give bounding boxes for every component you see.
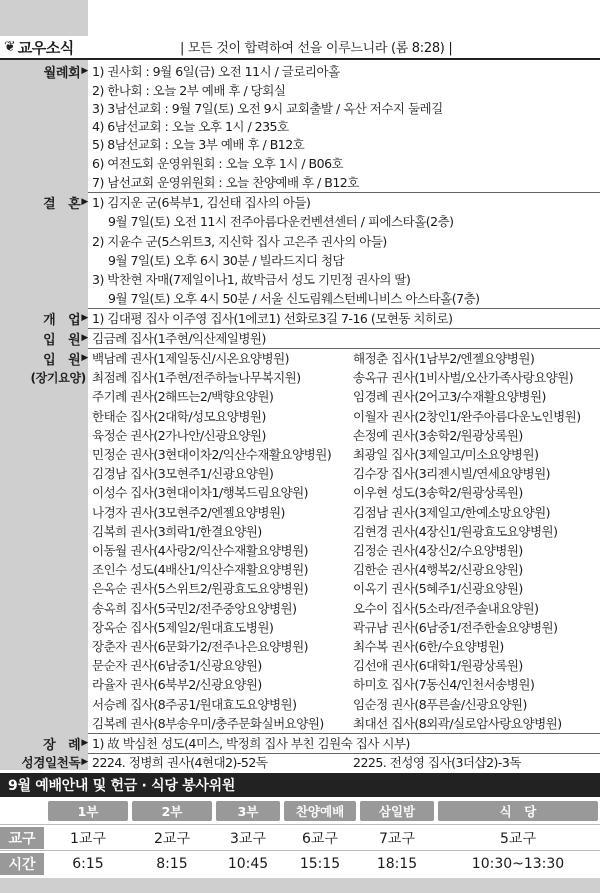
list-item: 김복희 권사(3희락1/한결요양원)	[92, 523, 262, 539]
label-text: 입 원	[43, 332, 81, 348]
table-cell: 3교구	[230, 831, 266, 847]
table-line	[0, 850, 600, 851]
arrow-right-icon: ▶	[81, 738, 88, 748]
list-item: 1) 김지운 군(6북부1, 김선태 집사의 아들)	[92, 195, 311, 210]
list-item: 백남례 권사(1제일동신/시온요양병원)	[92, 351, 290, 366]
table-header: 삼일밤	[360, 801, 434, 821]
label-text: 성경일천독	[21, 755, 81, 770]
table-cell: 10:30~13:30	[471, 856, 565, 872]
list-item: 해정춘 집사(1남부2/엔젤요양병원)	[353, 351, 535, 366]
bible-verse: | 모든 것이 합력하여 선을 이루느니라 (롬 8:28) |	[180, 41, 453, 56]
list-item: 주기례 권사(2해뜨는2/백향요양원)	[92, 389, 274, 405]
arrow-right-icon: ▶	[81, 757, 88, 767]
label-hospitalized	[0, 329, 88, 347]
list-item: 장옥순 집사(5제일2/원대효도병원)	[92, 619, 274, 635]
list-item: 민정순 권사(3현대이차2/익산수재활요양병원)	[92, 447, 332, 462]
list-item: 송옥규 권사(1비사벌/오산가족사랑요양원)	[353, 370, 574, 386]
list-item: 최점례 집사(1주현/전주하늘나무복지원)	[92, 370, 301, 386]
list-item: 곽규남 권사(6남중1/전주한솔요양병원)	[353, 619, 558, 635]
table-cell: 1교구	[70, 831, 106, 847]
table-cell: 6:15	[72, 856, 104, 872]
label-text: 입 원	[43, 352, 81, 368]
arrow-right-icon: ▶	[81, 353, 88, 363]
list-item: 9월 7일(토) 오후 4시 50분 / 서울 신도림웨스턴베니비스 아스타홀(7층)	[108, 291, 480, 306]
list-item: 장춘자 권사(6문화가2/전주나은요양병원)	[92, 639, 309, 654]
header-divider	[0, 58, 600, 60]
list-item: 6) 여전도회 운영위원회 : 오늘 오후 1시 / B06호	[92, 156, 344, 171]
list-item: 1) 故 박심천 성도(4미스, 박정희 집사 부친 김원숙 집사 시부)	[92, 736, 410, 751]
list-item: 서승례 집사(8주공1/원대효도요양병원)	[92, 696, 297, 712]
row-label-time: 시간	[0, 853, 44, 875]
list-item: 나경자 권사(3모현주2/엔젤요양병원)	[92, 504, 285, 520]
list-item: 김선애 권사(6대학1/원광상록원)	[353, 658, 523, 674]
table-cell: 2교구	[154, 831, 190, 847]
list-item: 김복례 권사(8부송우미/충주문화실버요양원)	[92, 715, 324, 731]
label-opening	[0, 309, 88, 327]
table-header: 식 당	[438, 801, 598, 821]
row-label-parish: 교구	[0, 827, 44, 849]
list-item: 송옥희 집사(5국민2/전주중앙요양병원)	[92, 600, 297, 616]
list-item: 이옥기 권사(5혜주1/신광요양원)	[353, 581, 523, 597]
table-cell: 15:15	[299, 856, 341, 872]
list-item: 라율자 권사(6북부2/신광요양원)	[92, 677, 262, 693]
list-item: 은옥순 권사(5스위트2/원광효도요양병원)	[92, 581, 309, 597]
label-long-term-care	[0, 349, 88, 367]
table-cell: 6교구	[302, 831, 338, 847]
list-item: 오수이 집사(5소라/전주솔내요양원)	[353, 600, 539, 616]
table-header: 2부	[132, 801, 212, 821]
list-item: 김점남 권사(3제일고/한예소망요양원)	[353, 504, 551, 520]
label-bible-reading	[0, 753, 88, 771]
list-item: 5) 8남선교회 : 오늘 3부 예배 후 / B12호	[92, 137, 305, 152]
table-line	[0, 824, 600, 825]
list-item: 9월 7일(토) 오후 6시 30분 / 빌라드지디 청담	[108, 253, 345, 268]
list-item: 최광일 집사(3제일고/미소요양병원)	[353, 447, 539, 462]
table-cell: 10:45	[227, 856, 269, 872]
list-item: 2225. 전성영 집사(3더샵2)-3독	[353, 755, 521, 770]
list-item: 손정예 권사(3송학2/원광상록원)	[353, 427, 523, 443]
table-cell: 8:15	[156, 856, 188, 872]
page-title: 교우소식	[17, 38, 74, 57]
arrow-right-icon: ▶	[81, 313, 88, 323]
list-item: 김금례 집사(1주현/익산제일병원)	[92, 331, 266, 346]
list-item: 김수장 집사(3리젠시빌/연세요양병원)	[353, 466, 551, 482]
section-title-box	[0, 36, 88, 58]
list-item: 김한순 권사(4행복2/신광요양원)	[353, 562, 523, 578]
label-funeral	[0, 734, 88, 752]
list-item: 임경례 권사(2어고3/수재활요양병원)	[353, 389, 546, 405]
list-item: 2) 한나회 : 오늘 2부 예배 후 / 당회실	[92, 83, 286, 98]
list-item: 이우현 성도(3송학2/원광상록원)	[353, 485, 523, 501]
table-header: 1부	[48, 801, 128, 821]
arrow-right-icon: ▶	[81, 333, 88, 343]
label-wedding	[0, 193, 88, 211]
list-item: 3) 박찬현 자매(7제일이나1, 故박금서 성도 기민정 권사의 딸)	[92, 272, 411, 287]
list-item: 한태순 집사(2대학/성모요양병원)	[92, 408, 266, 424]
list-item: 문순자 권사(6남중1/신광요양원)	[92, 658, 262, 674]
list-item: 육정순 권사(2가나안/신광요양원)	[92, 427, 266, 443]
list-item: 4) 6남선교회 : 오늘 오후 1시 / 235호	[92, 119, 289, 134]
list-item: 이월자 권사(2창인1/완주아름다운노인병원)	[353, 408, 581, 424]
table-header: 3부	[216, 801, 280, 821]
list-item: 김현경 권사(4장신1/원광효도요양병원)	[353, 523, 558, 539]
label-long-term-sub: (장기요양)	[30, 370, 86, 385]
arrow-right-icon: ▶	[81, 197, 88, 207]
banner-text: 9월 예배안내 및 헌금 · 식당 봉사위원	[8, 778, 236, 794]
header-top-strip	[0, 0, 88, 36]
table-cell: 18:15	[376, 856, 418, 872]
label-text: 개 업	[43, 312, 81, 328]
list-item: 김경남 집사(3모현주1/신광요양원)	[92, 466, 274, 482]
table-cell: 5교구	[500, 831, 536, 847]
list-item: 최대선 집사(8외곽/실로암사랑요양병원)	[353, 715, 562, 731]
list-item: 하미호 집사(7동신4/인천서송병원)	[353, 677, 535, 693]
list-item: 김정순 권사(4장신2/수요양병원)	[353, 543, 523, 558]
list-item: 조인수 성도(4배산1/익산수재활요양병원)	[92, 562, 309, 578]
list-item: 2224. 정병희 권사(4현대2)-52독	[92, 755, 268, 770]
service-banner	[0, 773, 600, 797]
list-item: 3) 3남선교회 : 9월 7일(토) 오전 9시 교회출발 / 옥산 저수지 둘레길	[92, 101, 443, 116]
list-item: 2) 지윤수 군(5스위트3, 지신학 집사 고은주 권사의 아들)	[92, 234, 387, 249]
bottom-strip	[0, 878, 600, 893]
list-item: 7) 남선교회 운영위원회 : 오늘 찬양예배 후 / B12호	[92, 175, 359, 190]
label-text: 결 혼	[43, 196, 81, 212]
list-item: 임순정 권사(8푸른솔/신광요양원)	[353, 696, 527, 712]
arrow-right-icon: ▶	[81, 66, 88, 76]
list-item: 1) 권사회 : 9월 6일(금) 오전 11시 / 글로리아홀	[92, 64, 340, 79]
flower-icon: ❦	[4, 39, 16, 55]
list-item: 이성수 집사(3현대이차1/행복드림요양원)	[92, 485, 309, 501]
list-item: 이동월 권사(4사랑2/익산수재활요양병원)	[92, 543, 309, 558]
label-monthly-meeting	[0, 62, 88, 80]
table-header: 찬양예배	[284, 801, 356, 821]
table-cell: 7교구	[379, 831, 415, 847]
label-text: 월례회	[43, 65, 81, 81]
label-text: 장 례	[43, 737, 81, 753]
list-item: 9월 7일(토) 오전 11시 전주아름다운컨벤션센터 / 피에스타홀(2층)	[108, 214, 454, 229]
list-item: 1) 김대평 집사 이주영 집사(1에코1) 선화로3길 7-16 (모현동 치히로)	[92, 311, 453, 326]
list-item: 최수복 권사(6한/수요양병원)	[353, 639, 504, 654]
